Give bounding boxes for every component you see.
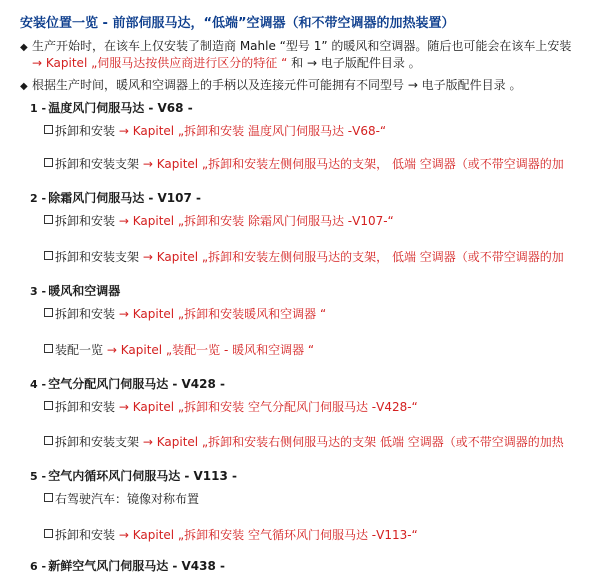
arrow-icon: → [142,157,153,171]
checkbox-square-icon [44,493,53,502]
bullet-item-continuation [32,55,421,72]
bullet-text: 生产开始时，在该车上仅安装了制造商 Mahle “型号 1” 的暖风和空调器。随后也可能会在该车上安装 [32,39,572,53]
list-item: 拆卸和安装 → Kapitel „拆卸和安装 空气分配风门伺服马达 -V428-“ [44,398,418,415]
section-title: 新鲜空气风门伺服马达 - V438 - [48,559,226,572]
bullet-item [20,77,522,95]
arrow-icon: → [118,528,129,542]
chapter-link[interactable]: Kapitel „伺服马达按供应商进行区分的特征 “ [45,56,288,70]
checkbox-square-icon [44,529,53,538]
arrow-icon: → [118,214,129,228]
section-number: 4 - [30,378,47,391]
list-item: 拆卸和安装 → Kapitel „拆卸和安装暖风和空调器 “ [44,305,326,322]
section-title: 除霜风门伺服马达 - V107 - [48,191,202,205]
section-title: 空气内循环风门伺服马达 - V113 - [48,469,238,483]
checkbox-square-icon [44,215,53,224]
chapter-link[interactable]: Kapitel „拆卸和安装 空气循环风门伺服马达 -V113-“ [132,528,418,542]
section-heading [30,557,225,572]
checkbox-square-icon [44,251,53,260]
section-heading [30,99,193,116]
arrow-icon: → [106,343,117,357]
section-number: 2 - [30,192,47,205]
list-item: 右驾驶汽车：镜像对称布置 [44,490,199,507]
section-title: 空气分配风门伺服马达 - V428 - [48,377,226,391]
list-item: 拆卸和安装支架 → Kapitel „拆卸和安装左侧伺服马达的支架， 低端 空调器（或不带空调器的加 [44,155,564,172]
list-item: 拆卸和安装 → Kapitel „拆卸和安装 空气循环风门伺服马达 -V113-“ [44,526,418,543]
chapter-link[interactable]: Kapitel „装配一览 - 暖风和空调器 “ [120,343,315,357]
bullet-item [20,38,571,56]
chapter-link[interactable]: Kapitel „拆卸和安装 除霜风门伺服马达 -V107-“ [132,214,394,228]
section-title: 温度风门伺服马达 - V68 - [48,101,193,115]
section-heading [30,375,225,392]
checkbox-square-icon [44,401,53,410]
arrow-icon: → [142,250,153,264]
section-title: 暖风和空调器 [48,284,121,298]
arrow-icon: → [118,124,129,138]
diamond-bullet-icon: ◆ [20,81,28,92]
chapter-link[interactable]: Kapitel „拆卸和安装 温度风门伺服马达 -V68-“ [132,124,387,138]
arrow-icon: → [142,435,153,449]
list-item: 拆卸和安装 → Kapitel „拆卸和安装 温度风门伺服马达 -V68-“ [44,122,386,139]
section-heading [30,467,237,484]
chapter-link[interactable]: Kapitel „拆卸和安装右侧伺服马达的支架 低端 空调器（或不带空调器的加热 [156,435,564,449]
checkbox-square-icon [44,125,53,134]
list-item: 拆卸和安装 → Kapitel „拆卸和安装 除霜风门伺服马达 -V107-“ [44,212,394,229]
page-title: 安装位置一览 - 前部伺服马达，“低端”空调器（和不带空调器的加热装置） [20,16,455,31]
section-heading [30,282,120,299]
checkbox-square-icon [44,436,53,445]
checkbox-square-icon [44,308,53,317]
section-number: 5 - [30,470,47,483]
bullet-text: 和 → 电子版配件目录 。 [291,56,421,70]
checkbox-square-icon [44,158,53,167]
arrow-icon: → [32,56,43,70]
section-number: 3 - [30,285,47,298]
list-item: 装配一览 → Kapitel „装配一览 - 暖风和空调器 “ [44,341,314,358]
list-item: 拆卸和安装支架 → Kapitel „拆卸和安装右侧伺服马达的支架 低端 空调器（或不带空调器的加热 [44,433,564,450]
section-heading [30,189,201,206]
diamond-bullet-icon: ◆ [20,42,28,53]
arrow-icon: → [118,400,129,414]
list-item: 拆卸和安装支架 → Kapitel „拆卸和安装左侧伺服马达的支架， 低端 空调器（或不带空调器的加 [44,248,564,265]
checkbox-square-icon [44,344,53,353]
chapter-link[interactable]: Kapitel „拆卸和安装左侧伺服马达的支架， 低端 空调器（或不带空调器的加 [156,250,564,264]
chapter-link[interactable]: Kapitel „拆卸和安装暖风和空调器 “ [132,307,327,321]
chapter-link[interactable]: Kapitel „拆卸和安装 空气分配风门伺服马达 -V428-“ [132,400,418,414]
bullet-text: 根据生产时间，暖风和空调器上的手柄以及连接元件可能拥有不同型号 → 电子版配件目录 。 [32,78,522,92]
chapter-link[interactable]: Kapitel „拆卸和安装左侧伺服马达的支架， 低端 空调器（或不带空调器的加 [156,157,564,171]
arrow-icon: → [118,307,129,321]
section-number: 1 - [30,102,47,115]
section-number: 6 - [30,560,47,572]
